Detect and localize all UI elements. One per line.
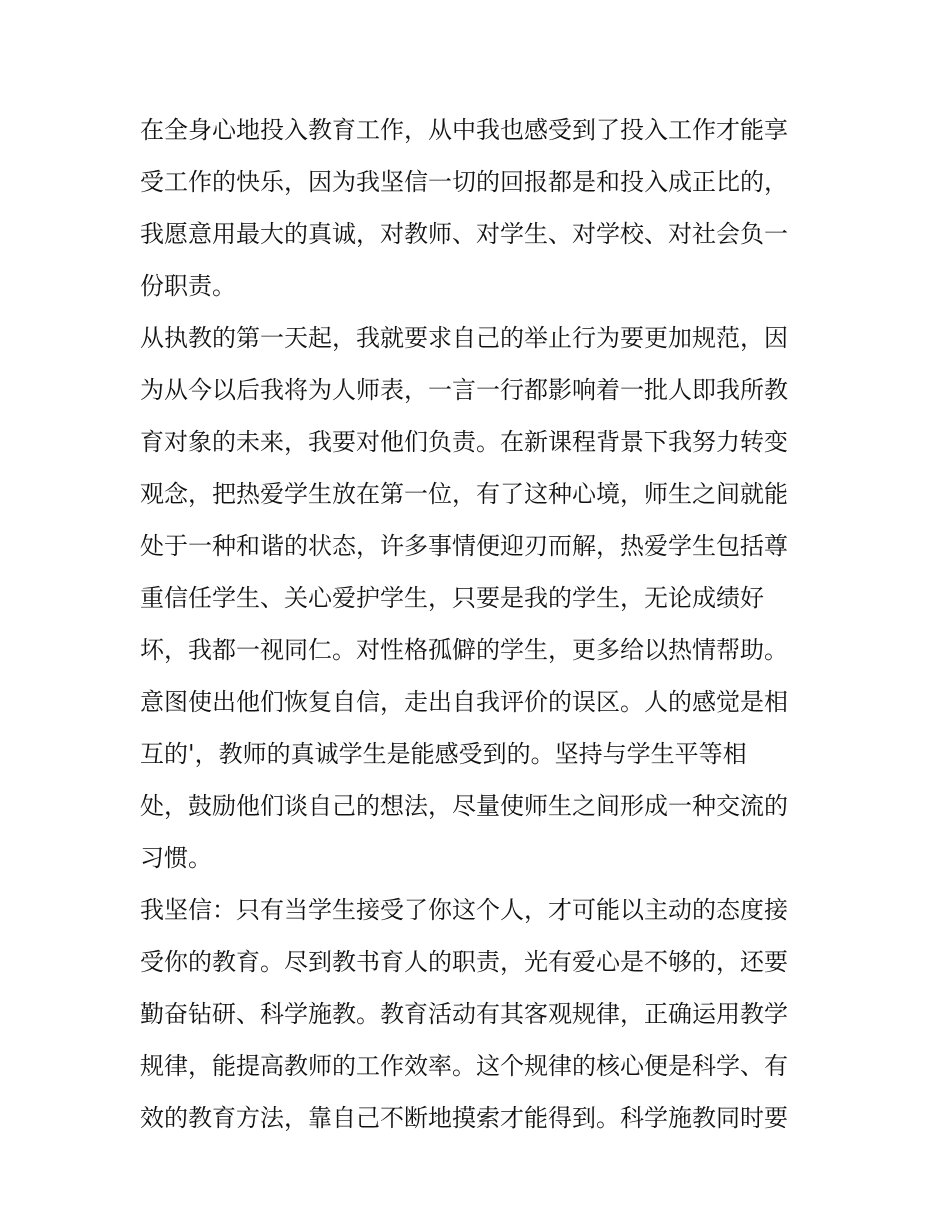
text-line: 育对象的未来，我要对他们负责。在新课程背景下我努力转变 (140, 428, 788, 456)
text-line: 意图使出他们恢复自信，走出自我评价的误区。人的感觉是相 (140, 688, 788, 716)
text-line: 从执教的第一天起，我就要求自己的举止行为要更加规范，因 (140, 324, 788, 352)
text-line: 受你的教育。尽到教书育人的职责，光有爱心是不够的，还要 (140, 948, 788, 976)
document-body (140, 104, 820, 1144)
text-line: 受工作的快乐，因为我坚信一切的回报都是和投入成正比的， (140, 168, 788, 196)
text-line: 规律，能提高教师的工作效率。这个规律的核心便是科学、有 (140, 1052, 788, 1080)
text-line: 观念，把热爱学生放在第一位，有了这种心境，师生之间就能 (140, 480, 788, 508)
text-line: 效的教育方法，靠自己不断地摸索才能得到。科学施教同时要 (140, 1104, 788, 1132)
text-line: 勤奋钻研、科学施教。教育活动有其客观规律，正确运用教学 (140, 1000, 788, 1028)
text-line: 坏，我都一视同仁。对性格孤僻的学生，更多给以热情帮助。 (140, 636, 788, 664)
text-line: 习惯。 (140, 844, 212, 872)
text-line: 份职责。 (140, 272, 236, 300)
text-line: 我愿意用最大的真诚，对教师、对学生、对学校、对社会负一 (140, 220, 788, 248)
text-line: 我坚信：只有当学生接受了你这个人，才可能以主动的态度接 (140, 896, 788, 924)
text-line: 在全身心地投入教育工作，从中我也感受到了投入工作才能享 (140, 116, 788, 144)
text-line: 处于一种和谐的状态，许多事情便迎刃而解，热爱学生包括尊 (140, 532, 788, 560)
text-line: 为从今以后我将为人师表，一言一行都影响着一批人即我所教 (140, 376, 788, 404)
text-line: 互的'，教师的真诚学生是能感受到的。坚持与学生平等相 (140, 740, 747, 768)
text-line: 处，鼓励他们谈自己的想法，尽量使师生之间形成一种交流的 (140, 792, 788, 820)
text-line: 重信任学生、关心爱护学生，只要是我的学生，无论成绩好 (140, 584, 764, 612)
